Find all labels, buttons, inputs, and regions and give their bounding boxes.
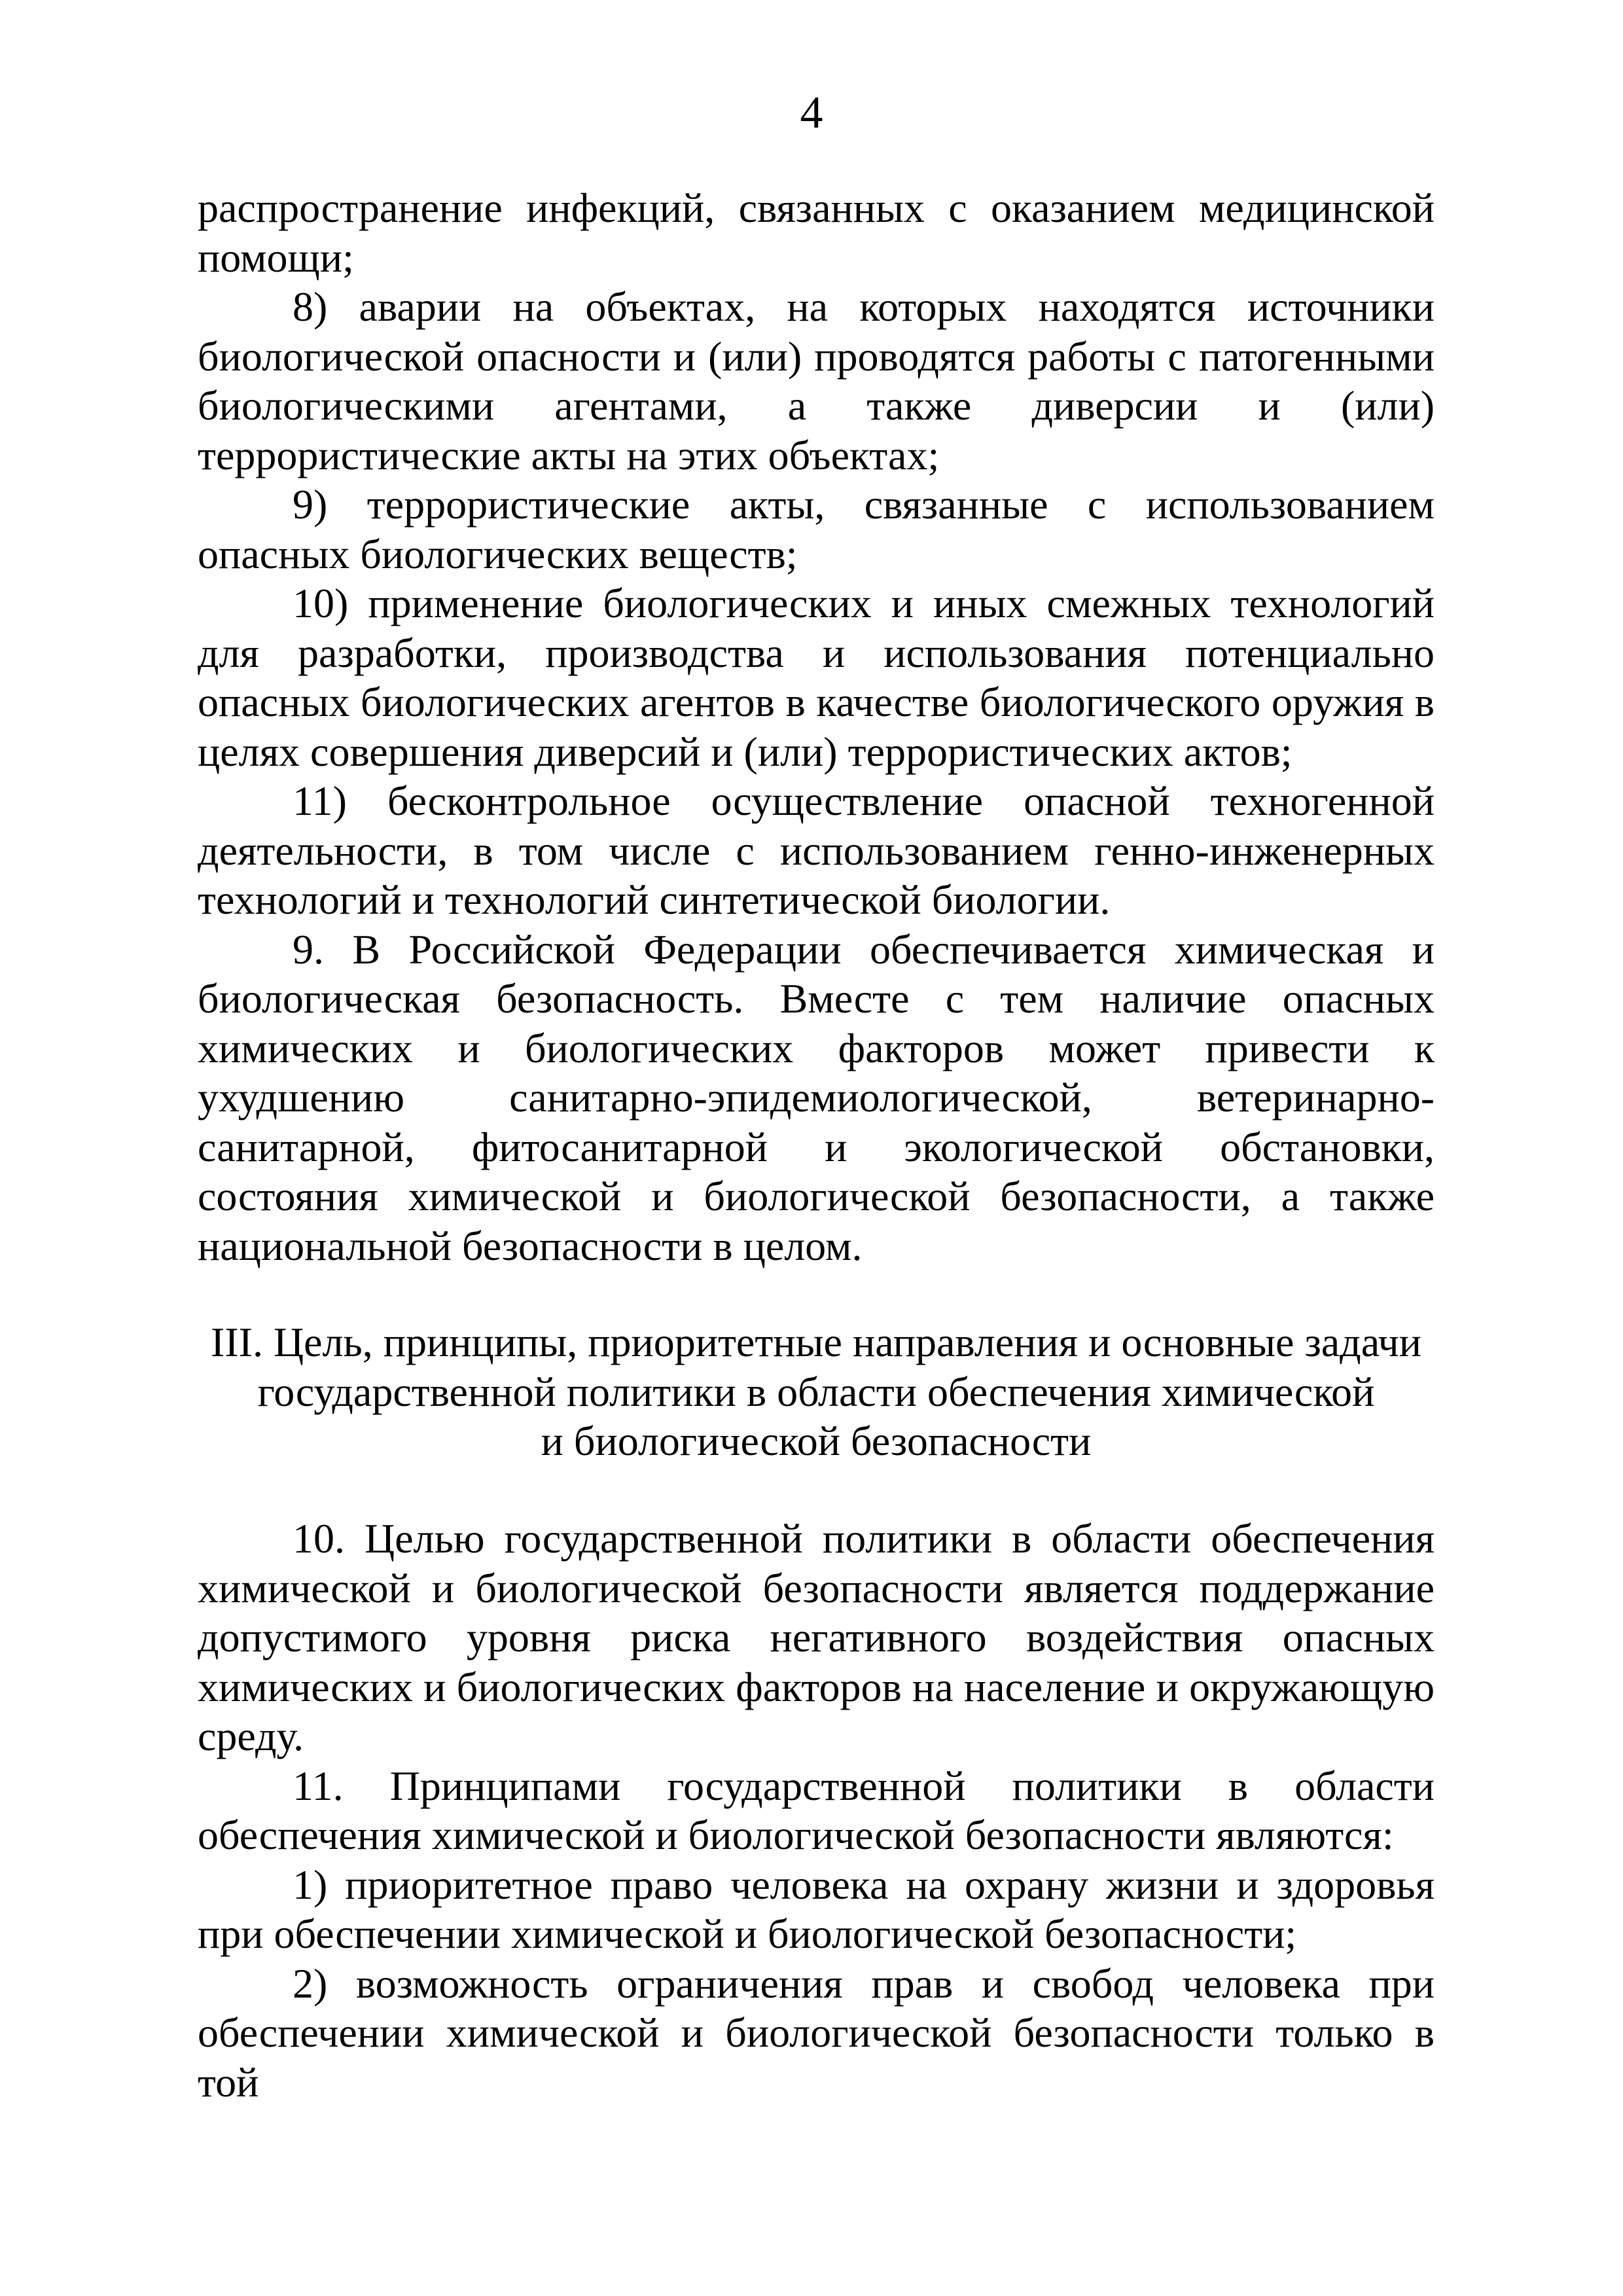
section-heading-line-3: и биологической безопасности [541,1418,1092,1464]
section-heading-line-2: государственной политики в области обеспечения химической [257,1368,1375,1415]
paragraph-item-8: 8) аварии на объектах, на которых находятся источники биологической опасности и (или) проводятся работы с патогенными биологическими агентами, а также диверсии и (или) террористические акты на этих объектах; [198,283,1435,478]
paragraph-continuation: распространение инфекций, связанных с оказанием медицинской помощи; [198,185,1435,281]
page-number: 4 [800,88,823,138]
document-body-bottom [198,1514,1435,2107]
section-heading-line-1: III. Цель, принципы, приоритетные направления и основные задачи [211,1319,1421,1365]
paragraph-clause-10: 10. Целью государственной политики в области обеспечения химической и биологической безопасности является поддержание допустимого уровня риска негативного воздействия опасных химических и биологических факторов на население и окружающую среду. [198,1515,1435,1759]
paragraph-item-11: 11) бесконтрольное осуществление опасной техногенной деятельности, в том числе с использованием генно-инженерных технологий и технологий синтетической биологии. [198,778,1435,923]
paragraph-item-10: 10) применение биологических и иных смежных технологий для разработки, производства и использования потенциально опасных биологических агентов в качестве биологического оружия в целях совершения диверсий и (или) террористических актов; [198,580,1435,775]
paragraph-principle-2: 2) возможность ограничения прав и свобод человека при обеспечении химической и биологической безопасности только в той [198,1960,1435,2106]
paragraph-principle-1: 1) приоритетное право человека на охрану жизни и здоровья при обеспечении химической и биологической безопасности; [198,1861,1435,1957]
paragraph-clause-11: 11. Принципами государственной политики в области обеспечения химической и биологической безопасности являются: [198,1762,1435,1858]
section-heading [198,1318,1435,1466]
paragraph-clause-9: 9. В Российской Федерации обеспечивается химическая и биологическая безопасность. Вместе с тем наличие опасных химических и биологических факторов может привести к ухудшению санитарно-эпидемиологической, ветеринарно-санитарной, фитосанитарной и экологической обстановки, состояния химической и биологической безопасности, а также национальной безопасности в целом. [198,925,1435,1269]
document-body-top [198,183,1435,1270]
paragraph-item-9: 9) террористические акты, связанные с использованием опасных биологических веществ; [198,481,1435,577]
